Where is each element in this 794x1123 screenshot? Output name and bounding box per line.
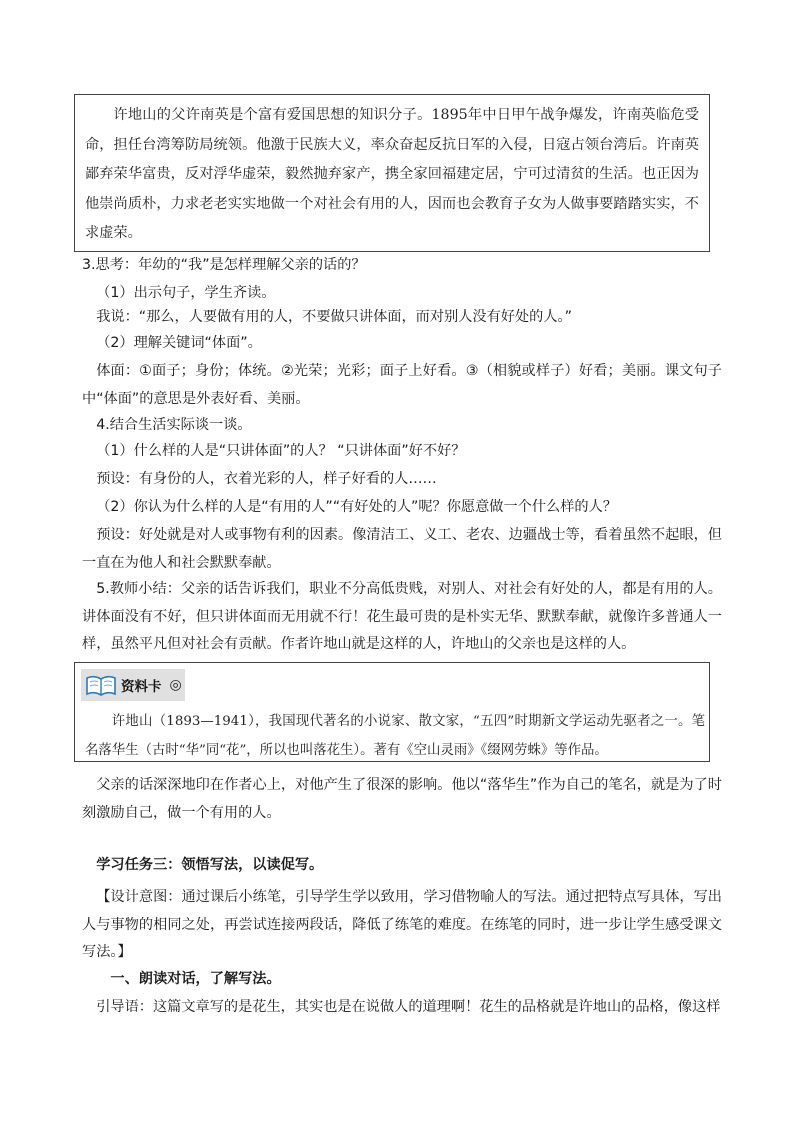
section-1-heading: 一、朗读对话，了解写法。: [110, 971, 281, 987]
info-card-box: [74, 662, 710, 762]
background-info-text: 许地山的父许南英是个富有爱国思想的知识分子。1895年中日甲午战争爆发，许南英临危受命，担任台湾筹防局统领。他激于民族大义，率众奋起反抗日军的入侵，日寇占领台湾后。许南英鄙弃荣华富贵，反对浮华虚荣，毅然抛弃家产，携全家回福建定居，宁可过清贫的生活。也正因为他崇尚质朴，力求老老实实地做一个对社会有用的人，因而也会教育子女为人做事要踏踏实实，不求虚荣。: [85, 107, 699, 241]
info-card-text: 许地山（1893—1941），我国现代著名的小说家、散文家，“五四”时期新文学运动先驱者之一。笔名落华生（古时“华”同“花”，所以也叫落花生）。著有《空山灵雨》《缀网劳蛛》等作品。: [85, 714, 705, 758]
pen-name-paragraph: 父亲的话深深地印在作者心上，对他产生了很深的影响。他以“落华生”作为自己的笔名，就是为了时刻激励自己，做一个有用的人。: [82, 777, 722, 821]
background-info-box: [74, 94, 710, 252]
sub-question-1: （1）什么样的人是“只讲体面”的人？ “只讲体面”好不好？: [96, 443, 466, 459]
info-card-label: 资料卡: [121, 679, 162, 695]
sub-question-2: （2）你认为什么样的人是“有用的人”“有好处的人”呢？你愿意做一个什么样的人？: [96, 499, 617, 515]
preset-answer-1: 预设：有身份的人，衣着光彩的人，样子好看的人……: [96, 471, 437, 487]
task-3-heading: 学习任务三：领悟写法，以读促写。: [96, 857, 324, 873]
quote-sentence: 我说：“那么，人要做有用的人，不要做只讲体面，而对别人没有好处的人。”: [96, 309, 572, 325]
preset-answer-2: 预设：好处就是对人或事物有利的因素。像清洁工、义工、老农、边疆战士等，看着虽然不起眼，但一直在为他人和社会默默奉献。: [82, 527, 722, 571]
info-card-header: [81, 669, 185, 701]
step-2-keyword: （2）理解关键词“体面”。: [96, 335, 262, 351]
definition-timian: 体面：①面子；身份；体统。②光荣；光彩；面子上好看。③（相貌或样子）好看；美丽。课文句子中“体面”的意思是外表好看、美丽。: [82, 363, 722, 407]
question-3: 3.思考：年幼的“我”是怎样理解父亲的话的？: [82, 257, 366, 273]
step-1-read: （1）出示句子，学生齐读。: [96, 285, 276, 301]
info-card-marker: ◎: [169, 677, 182, 693]
book-icon: [85, 673, 117, 697]
design-intent: 【设计意图：通过课后小练笔，引导学生学以致用，学习借物喻人的写法。通过把特点写具体，写出人与事物的相同之处，再尝试连接两段话，降低了练笔的难度。在练笔的同时，进一步让学生感受课文写法。】: [82, 889, 722, 960]
teacher-summary: 5.教师小结：父亲的话告诉我们，职业不分高低贵贱，对别人、对社会有好处的人，都是有用的人。讲体面没有不好，但只讲体面而无用就不行！花生最可贵的是朴实无华、默默奉献，就像许多普通人一样，虽然平凡但对社会有贡献。作者许地山就是这样的人，许地山的父亲也是这样的人。: [82, 581, 722, 652]
lead-in-text: 引导语：这篇文章写的是花生，其实也是在说做人的道理啊！花生的品格就是许地山的品格，像这样: [96, 999, 721, 1015]
question-4: 4.结合生活实际谈一谈。: [96, 417, 252, 433]
